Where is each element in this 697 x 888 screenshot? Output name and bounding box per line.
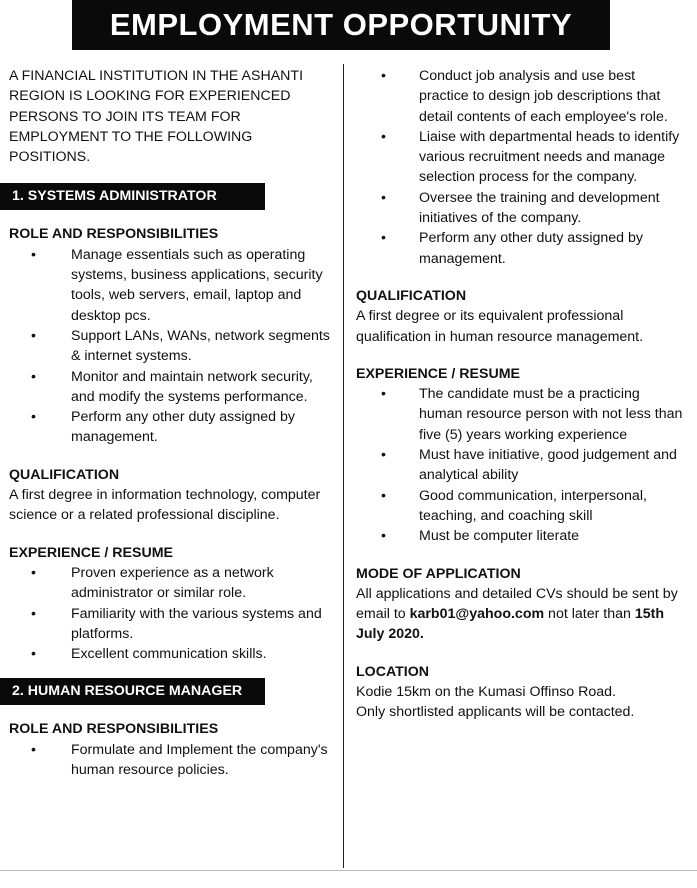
bullet-icon: • (31, 564, 36, 581)
list-item: • Monitor and maintain network security, and modify the systems performance. (31, 368, 313, 405)
application-text: All applications and detailed CVs should be sent by email to karb01@yahoo.com not later than 15th July 2020. (356, 585, 678, 643)
bullet-icon: • (381, 447, 386, 464)
hr-qualification-text: A first degree or its equivalent professional qualification in human resource management. (356, 308, 644, 345)
list-item: • Manage essentials such as operating systems, business applications, security tools, web servers, email, laptop and desktop pcs. (31, 246, 323, 324)
bullet-icon: • (31, 246, 36, 263)
list-item: • Support LANs, WANs, network segments & internet systems. (31, 327, 330, 365)
list-item: • Perform any other duty assigned by management. (381, 230, 643, 267)
hr-role-heading: ROLE AND RESPONSIBILITIES (9, 721, 219, 738)
list-item: • Proven experience as a network administrator or similar role. (31, 564, 274, 602)
bullet-icon: • (381, 128, 386, 145)
sysadmin-qualification-heading: QUALIFICATION (9, 466, 120, 483)
list-item: • Must be computer literate (356, 526, 686, 546)
application-heading: MODE OF APPLICATION (356, 565, 521, 582)
hr-experience-list (356, 384, 686, 546)
sysadmin-experience-list (9, 563, 335, 664)
application-deadline: 15th July 2020. (356, 606, 664, 643)
bullet-icon: • (381, 68, 386, 84)
list-item: • Excellent communication skills. (9, 644, 335, 664)
location-heading: LOCATION (356, 663, 430, 680)
bullet-icon: • (31, 409, 36, 426)
bottom-rule (0, 870, 697, 871)
bullet-icon: • (31, 646, 36, 663)
left-column (9, 66, 335, 780)
hr-experience-heading: EXPERIENCE / RESUME (356, 365, 520, 382)
page-title: EMPLOYMENT OPPORTUNITY (72, 0, 610, 50)
list-item: • Familiarity with the various systems and platforms. (31, 605, 322, 642)
list-item: • Liaise with departmental heads to identify various recruitment needs and manage selection process for the company. (381, 128, 680, 186)
bullet-icon: • (381, 528, 386, 545)
list-item: • Good communication, interpersonal, teaching, and coaching skill (381, 487, 647, 524)
list-item: • Oversee the training and development initiatives of the company. (381, 189, 660, 227)
application-email[interactable]: karb01@yahoo.com (409, 606, 545, 623)
list-item: • Formulate and Implement the company's human resource policies. (31, 741, 328, 779)
bullet-icon: • (31, 327, 36, 344)
bullet-icon: • (381, 487, 386, 504)
intro-text: A FINANCIAL INSTITUTION IN THE ASHANTI REGION IS LOOKING FOR EXPERIENCED PERSONS TO JOIN ITS TEAM FOR EMPLOYMENT TO THE FOLLOWING POSITIONS. (9, 68, 304, 166)
section-title-systems-administrator: 1. SYSTEMS ADMINISTRATOR (0, 183, 265, 210)
bullet-icon: • (381, 386, 386, 403)
right-column (356, 66, 686, 723)
list-item: • Must have initiative, good judgement and analytical ability (381, 447, 677, 484)
bullet-icon: • (381, 189, 386, 206)
sysadmin-role-list (9, 245, 335, 448)
list-item: • Conduct job analysis and use best practice to design job descriptions that detail contents of each employee's role. (381, 68, 668, 125)
list-item: • Perform any other duty assigned by management. (31, 409, 295, 446)
sysadmin-qualification-text: A first degree in information technology, computer science or a related professional discipline. (9, 487, 321, 524)
hr-role-list-part1 (9, 740, 335, 781)
list-item: • The candidate must be a practicing human resource person with not less than five (5) years working experience (381, 386, 683, 443)
hr-role-list-part2 (356, 66, 686, 269)
bullet-icon: • (31, 741, 36, 758)
sysadmin-role-heading: ROLE AND RESPONSIBILITIES (9, 226, 219, 243)
bullet-icon: • (381, 230, 386, 247)
location-line-2: Only shortlisted applicants will be contacted. (356, 704, 635, 721)
bullet-icon: • (31, 368, 36, 385)
location-line-1: Kodie 15km on the Kumasi Offinso Road. (356, 684, 616, 701)
section-title-human-resource-manager: 2. HUMAN RESOURCE MANAGER (0, 678, 265, 705)
bullet-icon: • (31, 605, 36, 622)
hr-qualification-heading: QUALIFICATION (356, 287, 467, 304)
sysadmin-experience-heading: EXPERIENCE / RESUME (9, 544, 173, 561)
column-divider (343, 64, 344, 868)
